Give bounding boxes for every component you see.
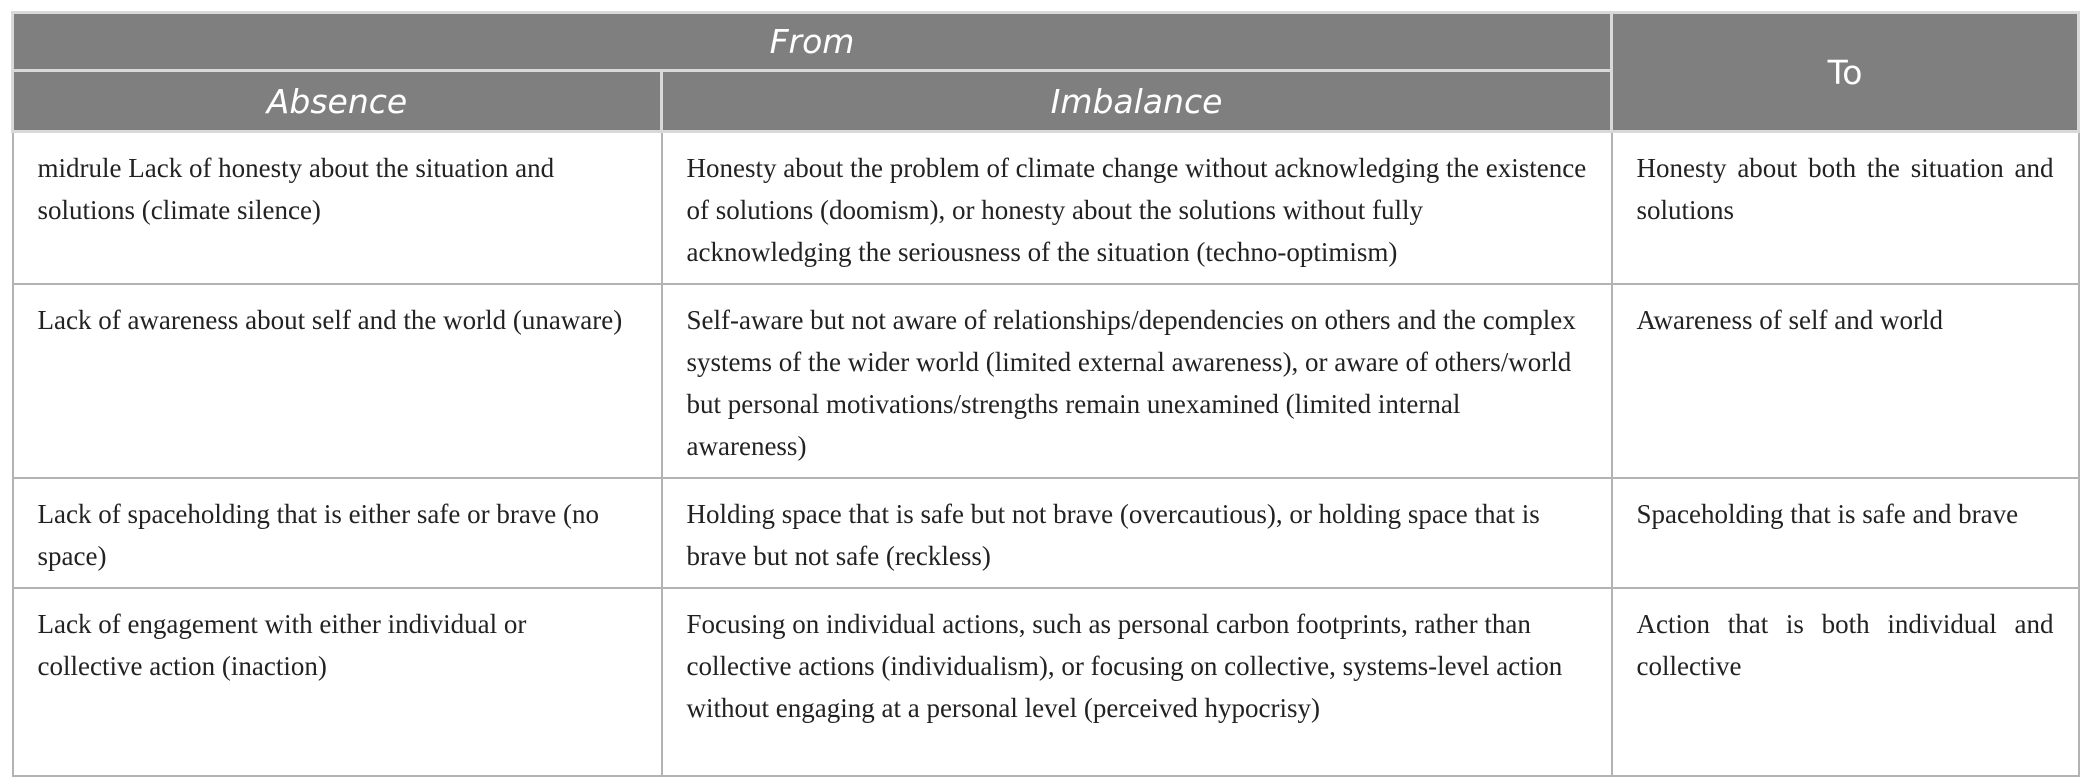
table-row — [13, 132, 2079, 285]
cell-imbalance: Holding space that is safe but not brave (overcautious), or holding space that is brave but not safe (reckless) — [662, 478, 1612, 588]
cell-to: Action that is both individual and collective — [1612, 588, 2079, 776]
table-row — [13, 588, 2079, 776]
header-imbalance: Imbalance — [662, 71, 1612, 132]
header-row-top — [13, 13, 2079, 71]
cell-absence: Lack of spaceholding that is either safe or brave (no space) — [13, 478, 662, 588]
cell-to: Awareness of self and world — [1612, 284, 2079, 478]
table-body — [13, 132, 2079, 777]
header-to: To — [1612, 13, 2079, 132]
table-row — [13, 284, 2079, 478]
header-absence: Absence — [13, 71, 662, 132]
cell-imbalance: Self-aware but not aware of relationships/dependencies on others and the complex systems of the wider world (limited external awareness), or aware of others/world but personal motivations/strengths remain unexamined (limited internal awareness) — [662, 284, 1612, 478]
cell-absence: Lack of engagement with either individual or collective action (inaction) — [13, 588, 662, 776]
cell-absence: midrule Lack of honesty about the situation and solutions (climate silence) — [13, 132, 662, 285]
table-header — [13, 13, 2079, 132]
header-from: From — [13, 13, 1612, 71]
cell-imbalance: Focusing on individual actions, such as personal carbon footprints, rather than collective actions (individualism), or focusing on collective, systems-level action without engaging at a personal level (perceived hypocrisy) — [662, 588, 1612, 776]
cell-to: Spaceholding that is safe and brave — [1612, 478, 2079, 588]
cell-to: Honesty about both the situation and solutions — [1612, 132, 2079, 285]
table-row — [13, 478, 2079, 588]
cell-absence: Lack of awareness about self and the world (unaware) — [13, 284, 662, 478]
from-to-table — [11, 11, 2080, 777]
table-container — [11, 11, 2077, 777]
cell-imbalance: Honesty about the problem of climate change without acknowledging the existence of solutions (doomism), or honesty about the solutions without fully acknowledging the seriousness of the situation (techno-optimism) — [662, 132, 1612, 285]
